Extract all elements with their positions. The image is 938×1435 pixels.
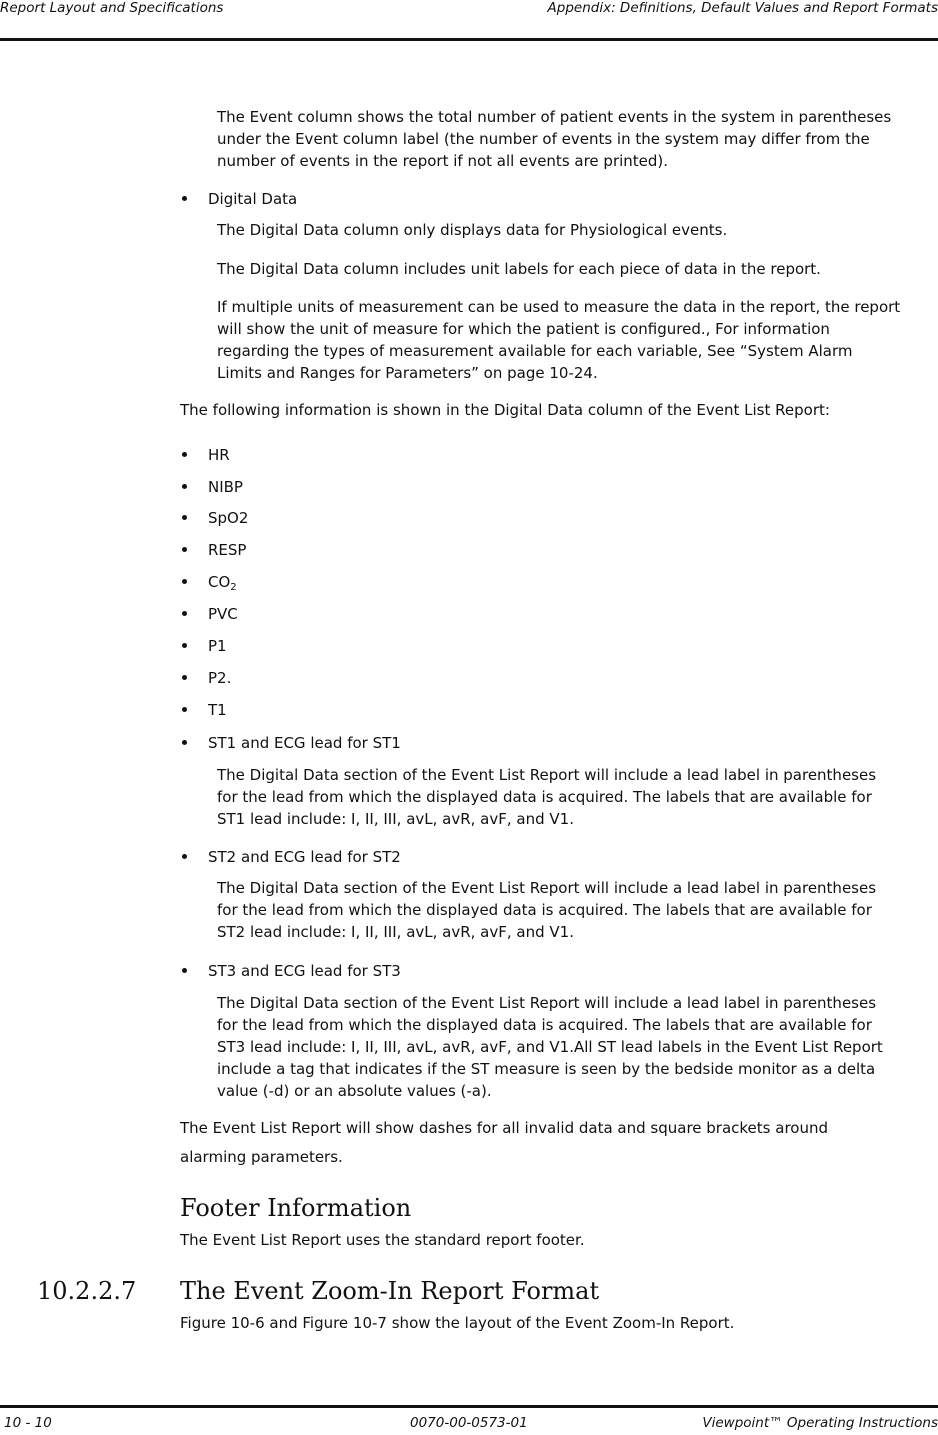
bullet-p2: P2. [180, 667, 231, 689]
bullet-st2: ST2 and ECG lead for ST2 [180, 846, 401, 868]
bullet-icon [180, 188, 208, 210]
header-left: Report Layout and Specifications [0, 0, 224, 16]
intro-paragraph: The Event column shows the total number of patient events in the system in parentheses under the Event column label (the number of events in the system may differ from the number of events in the report if not all events are printed). [217, 108, 892, 170]
bullet-co2: $CO_2$ [180, 571, 237, 599]
bullet-pvc: PVC [180, 603, 238, 625]
bullet-p1: P1 [180, 635, 227, 657]
section-number: 10.2.2.7 [37, 1277, 137, 1305]
bullet-icon [180, 667, 208, 689]
bullet-spo2: SpO2 [180, 507, 248, 529]
dashes-line-1: The Event List Report will show dashes for all invalid data and square brackets around [180, 1119, 828, 1137]
st1-paragraph: The Digital Data section of the Event List Report will include a lead label in parentheses for the lead from which the displayed data is acquired. The labels that are available for ST1 lead include: I, II, III, avL, avR, avF, and V1. [217, 766, 877, 828]
document-number: 0070-00-0573-01 [410, 1415, 528, 1431]
digital-data-p2: The Digital Data column includes unit labels for each piece of data in the report. [217, 260, 821, 278]
bullet-icon [180, 603, 208, 625]
bullet-st3: ST3 and ECG lead for ST3 [180, 960, 401, 982]
bullet-icon [180, 444, 208, 466]
bullet-icon [180, 846, 208, 868]
footer-rule [0, 1405, 938, 1408]
dashes-line-2: alarming parameters. [180, 1148, 343, 1166]
running-footer [0, 1414, 938, 1434]
following-info-text: The following information is shown in the Digital Data column of the Event List Report: [180, 401, 830, 419]
product-name: Viewpoint™ Operating Instructions [702, 1415, 938, 1431]
footer-information-text: The Event List Report uses the standard report footer. [180, 1231, 585, 1249]
bullet-digital-data: Digital Data [180, 188, 297, 210]
digital-data-p1: The Digital Data column only displays data for Physiological events. [217, 221, 728, 239]
bullet-t1: T1 [180, 699, 227, 721]
header-rule [0, 38, 938, 41]
bullet-icon [180, 960, 208, 982]
bullet-icon [180, 635, 208, 657]
bullet-nibp: NIBP [180, 476, 243, 498]
running-header [0, 0, 938, 22]
bullet-st1: ST1 and ECG lead for ST1 [180, 732, 401, 754]
page-number: 10 - 10 [4, 1415, 52, 1431]
footer-information-heading: Footer Information [180, 1194, 412, 1222]
co2-subscript: 2 [230, 582, 237, 593]
header-right: Appendix: Definitions, Default Values and Report Formats [547, 0, 938, 16]
section-title: The Event Zoom-In Report Format [180, 1277, 600, 1305]
bullet-resp: RESP [180, 539, 246, 561]
digital-data-p3: If multiple units of measurement can be used to measure the data in the report, the report will show the unit of measure for which the patient is configured., For information regarding the types of measurement available for each variable, See “System Alarm Limits and Ranges for Parameters” on page 10-24. [217, 298, 901, 382]
st3-paragraph: The Digital Data section of the Event List Report will include a lead label in parentheses for the lead from which the displayed data is acquired. The labels that are available for ST3 lead include: I, II, III, avL, avR, avF, and V1.All ST lead labels in the Event List Report include a tag that indicates if the ST measure is seen by the bedside monitor as a delta value (-d) or an absolute values (-a). [217, 994, 883, 1100]
bullet-icon [180, 476, 208, 498]
bullet-icon [180, 539, 208, 561]
bullet-icon [180, 732, 208, 754]
st2-paragraph: The Digital Data section of the Event List Report will include a lead label in parentheses for the lead from which the displayed data is acquired. The labels that are available for ST2 lead include: I, II, III, avL, avR, avF, and V1. [217, 879, 877, 941]
bullet-icon [180, 507, 208, 529]
bullet-icon [180, 571, 208, 593]
section-text: Figure 10-6 and Figure 10-7 show the layout of the Event Zoom-In Report. [180, 1314, 735, 1332]
bullet-hr: HR [180, 444, 230, 466]
bullet-icon [180, 699, 208, 721]
